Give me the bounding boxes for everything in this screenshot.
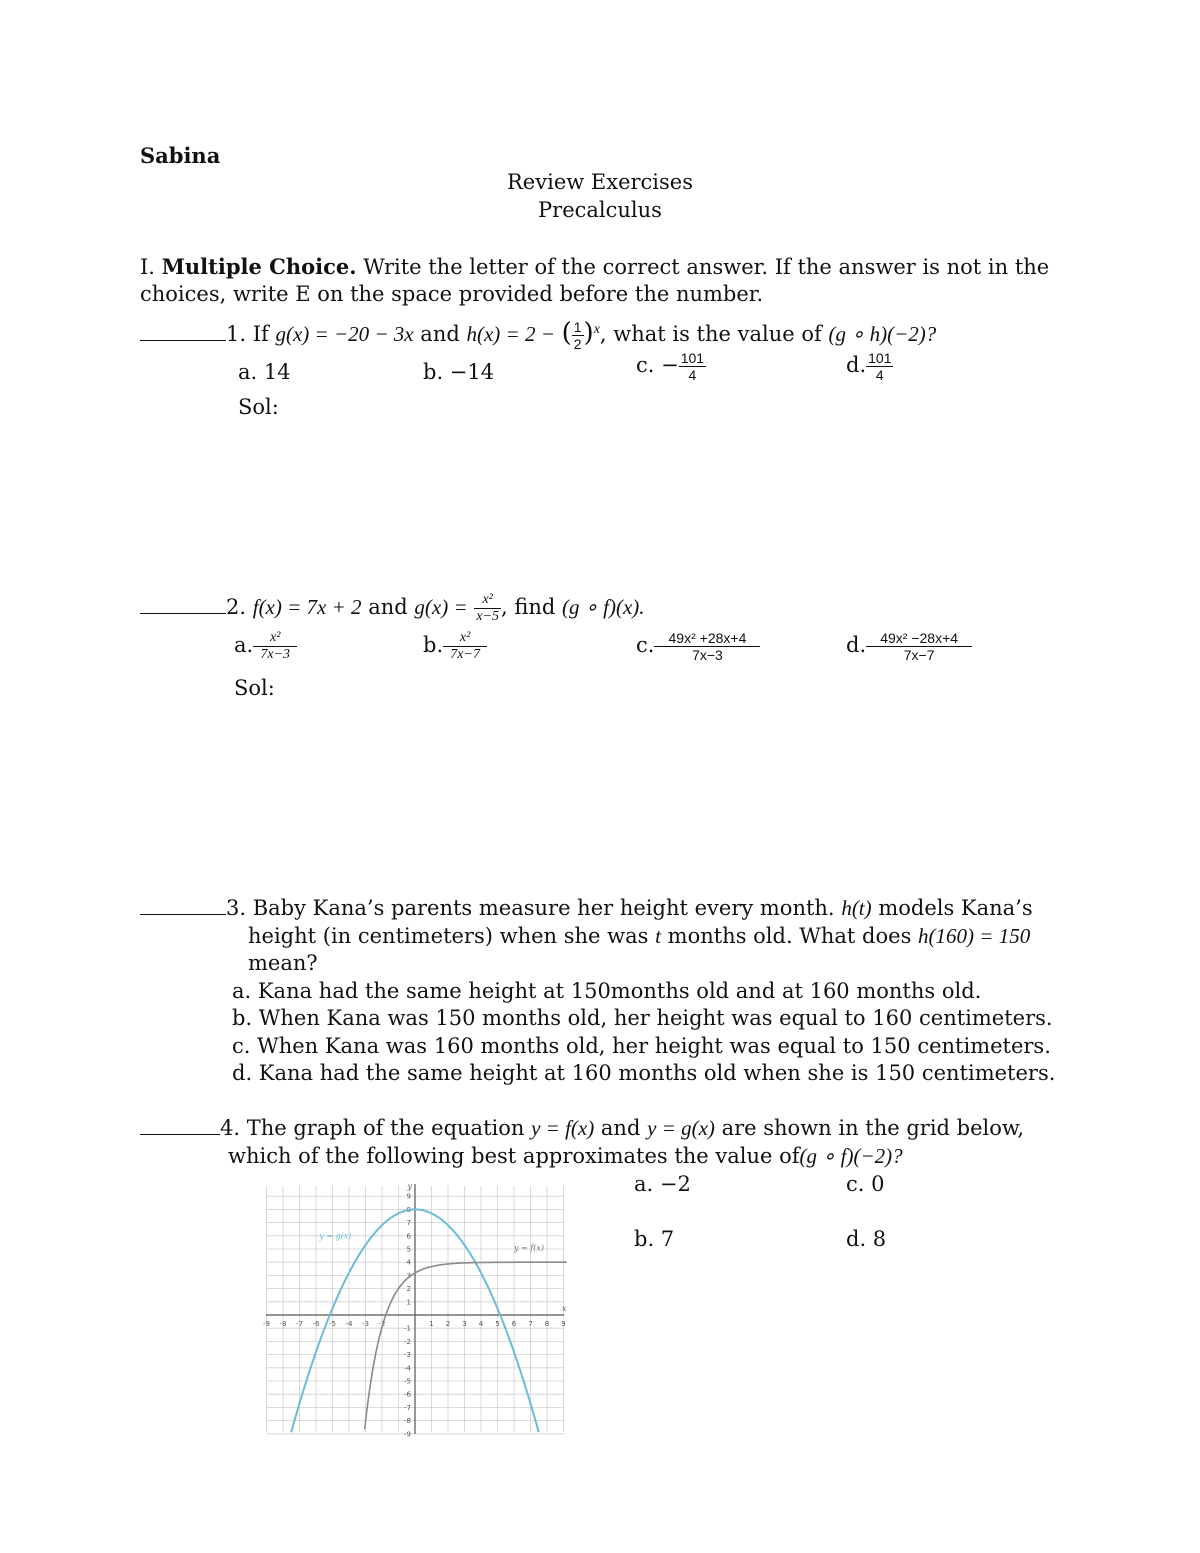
instructions-line1: Write the letter of the correct answer. If the answer is not in the bbox=[363, 255, 1050, 279]
section-instructions bbox=[140, 254, 1049, 279]
x-tick-label: 8 bbox=[544, 1320, 550, 1328]
y-tick-label: 4 bbox=[406, 1258, 411, 1267]
y-tick-label: 9 bbox=[406, 1192, 411, 1201]
q1-g-definition: g(x) = −20 − 3x bbox=[275, 322, 414, 346]
q2-choice-d-label: d. bbox=[846, 633, 867, 657]
y-tick-label: 1 bbox=[406, 1298, 411, 1307]
section-numeral: I. bbox=[140, 255, 155, 279]
function-graph bbox=[262, 1180, 568, 1438]
q3-line3: mean? bbox=[248, 951, 318, 975]
q4-line2 bbox=[228, 1144, 903, 1169]
q1-h-definition: h(x) = 2 − bbox=[466, 322, 555, 346]
answer-blank-2[interactable] bbox=[140, 609, 226, 614]
y-tick-label: -8 bbox=[404, 1417, 411, 1426]
x-tick-label: -8 bbox=[279, 1320, 287, 1328]
x-tick-label: -2 bbox=[378, 1320, 386, 1328]
q2-expression: (g ∘ f)(x). bbox=[562, 595, 645, 619]
question-1: 1. If g(x) = −20 − 3x and h(x) = 2 − ( $\frac{1}{2}$ )$^x$, what is the value of (g ∘ h)(−2)? bbox=[140, 318, 936, 352]
q3-line2 bbox=[248, 924, 1030, 949]
y-tick-label: 2 bbox=[406, 1285, 411, 1294]
q1-choice-d bbox=[846, 350, 893, 383]
q2-choice-a bbox=[234, 630, 297, 663]
q4-line1-b: are shown in the grid below, bbox=[721, 1116, 1025, 1140]
x-tick-label: 7 bbox=[528, 1320, 533, 1328]
q2-f-definition: f(x) = 7x + 2 bbox=[252, 595, 362, 619]
q3-line2-b: months old. What does bbox=[667, 924, 912, 948]
q2-choice-c-fraction: $\frac{\text{49x² +28x+4}}{7x-3}$ bbox=[654, 630, 760, 663]
q1-choice-d-label: d. bbox=[846, 353, 867, 377]
x-tick-label: 6 bbox=[511, 1320, 517, 1328]
q2-number: 2. bbox=[226, 595, 247, 619]
q1-choice-c-label: c. − bbox=[636, 353, 679, 377]
instructions-line2: choices, write E on the space provided before the number. bbox=[140, 282, 764, 306]
q2-choice-c bbox=[636, 630, 760, 663]
q2-g-fraction: $\frac{\text{x²}}{x-5}$ bbox=[476, 592, 500, 624]
q3-choice-a: a. Kana had the same height at 150months old and at 160 months old. bbox=[232, 979, 982, 1003]
x-tick-label: 4 bbox=[478, 1320, 484, 1328]
x-tick-label: 3 bbox=[462, 1320, 467, 1328]
q3-line1-function: h(t) bbox=[841, 896, 872, 920]
student-name: Sabina bbox=[140, 143, 221, 168]
q4-line1-a: 4. The graph of the equation bbox=[220, 1116, 525, 1140]
q2-choice-d-fraction: $\frac{\text{49x² −28x+4}}{7x-7}$ bbox=[866, 630, 972, 663]
q3-line2-expression: h(160) = 150 bbox=[918, 924, 1031, 948]
q3-line2-variable: t bbox=[655, 924, 661, 948]
y-tick-label: 3 bbox=[406, 1271, 411, 1280]
x-tick-label: 1 bbox=[429, 1320, 434, 1328]
q2-choice-a-label: a. bbox=[234, 633, 254, 657]
x-tick-label: -5 bbox=[329, 1320, 336, 1328]
y-tick-label: -6 bbox=[404, 1390, 411, 1399]
page-title: Review Exercises bbox=[507, 170, 693, 194]
y-tick-label: -9 bbox=[404, 1430, 411, 1438]
section-heading: Multiple Choice. bbox=[161, 254, 357, 279]
x-tick-label: -4 bbox=[345, 1320, 353, 1328]
question-2 bbox=[140, 592, 645, 625]
y-tick-label: 7 bbox=[406, 1219, 411, 1228]
y-tick-label: -5 bbox=[404, 1377, 411, 1386]
q4-line1-and: and bbox=[600, 1116, 641, 1140]
q2-choice-c-label: c. bbox=[636, 633, 655, 657]
f-curve-label: y = f(x) bbox=[514, 1243, 545, 1253]
answer-blank-4[interactable] bbox=[140, 1130, 220, 1135]
answer-blank-1[interactable] bbox=[140, 336, 226, 341]
q2-tail: , find bbox=[501, 595, 556, 619]
q2-choice-b-label: b. bbox=[423, 633, 444, 657]
q4-line2-expression: (g ∘ f)(−2)? bbox=[799, 1144, 903, 1168]
q2-g-definition: g(x) = bbox=[414, 595, 468, 619]
graph-svg bbox=[262, 1180, 568, 1438]
q1-choice-a: a. 14 bbox=[238, 360, 291, 384]
q1-choice-c-fraction: $\frac{101}{4}$ bbox=[680, 350, 705, 383]
x-axis-label: x bbox=[562, 1304, 567, 1313]
answer-blank-3[interactable] bbox=[140, 910, 226, 915]
q4-choice-d: d. 8 bbox=[846, 1227, 887, 1251]
question-4 bbox=[140, 1116, 1024, 1141]
q3-choice-b: b. When Kana was 150 months old, her height was equal to 160 centimeters. bbox=[232, 1006, 1053, 1030]
q4-choice-b: b. 7 bbox=[634, 1227, 675, 1251]
y-axis-label: y bbox=[407, 1182, 412, 1191]
x-tick-label: -6 bbox=[312, 1320, 320, 1328]
q2-solution-label: Sol: bbox=[234, 676, 275, 700]
q1-expression: (g ∘ h)(−2)? bbox=[828, 322, 937, 346]
y-tick-label: -2 bbox=[404, 1337, 411, 1346]
q4-choice-c: c. 0 bbox=[846, 1172, 885, 1196]
q4-line1-f: y = f(x) bbox=[531, 1116, 595, 1140]
x-tick-label: 9 bbox=[561, 1320, 566, 1328]
y-tick-label: 5 bbox=[406, 1245, 411, 1254]
q2-choice-b bbox=[423, 630, 487, 663]
q3-line2-a: height (in centimeters) when she was bbox=[248, 924, 649, 948]
x-tick-label: 5 bbox=[495, 1320, 500, 1328]
q3-line1-b: models Kana’s bbox=[878, 896, 1033, 920]
x-tick-label: 2 bbox=[445, 1320, 451, 1328]
q2-choice-b-fraction: $\frac{\text{x²}}{7x-7}$ bbox=[443, 630, 487, 663]
q3-choice-c: c. When Kana was 160 months old, her height was equal to 150 centimeters. bbox=[232, 1034, 1051, 1058]
x-tick-label: -9 bbox=[263, 1320, 270, 1328]
q3-line1-a: 3. Baby Kana’s parents measure her height every month. bbox=[226, 896, 835, 920]
q1-half-fraction: $\frac{1}{2}$ bbox=[573, 319, 582, 352]
q2-and: and bbox=[368, 595, 408, 619]
y-tick-label: 6 bbox=[406, 1232, 411, 1241]
x-tick-label: -7 bbox=[296, 1320, 303, 1328]
x-tick-label: -3 bbox=[362, 1320, 369, 1328]
q2-choice-d bbox=[846, 630, 972, 663]
y-tick-label: -4 bbox=[404, 1364, 411, 1373]
q1-tail: , what is the value of bbox=[599, 322, 822, 346]
y-tick-label: -1 bbox=[404, 1324, 411, 1333]
q4-choice-a: a. −2 bbox=[634, 1172, 691, 1196]
q1-exponent: x bbox=[593, 322, 600, 337]
q3-choice-d: d. Kana had the same height at 160 months old when she is 150 centimeters. bbox=[232, 1061, 1056, 1085]
y-tick-label: -7 bbox=[404, 1403, 411, 1412]
f-curve bbox=[365, 1262, 567, 1429]
q1-choice-d-fraction: $\frac{101}{4}$ bbox=[868, 350, 892, 383]
q1-number: 1. If bbox=[226, 322, 269, 346]
q4-line2-a: which of the following best approximates the value of bbox=[228, 1144, 800, 1168]
q1-half-group: ( bbox=[561, 318, 572, 348]
question-3 bbox=[140, 896, 1033, 921]
y-tick-label: 8 bbox=[406, 1205, 411, 1214]
page-subtitle: Precalculus bbox=[538, 198, 662, 222]
q2-choice-a-fraction: $\frac{\text{x²}}{7x-3}$ bbox=[253, 630, 297, 663]
q1-solution-label: Sol: bbox=[238, 395, 279, 419]
q1-choice-b: b. −14 bbox=[423, 360, 495, 384]
q1-choice-c bbox=[636, 350, 706, 383]
g-curve-label: y = g(x) bbox=[319, 1231, 352, 1241]
q1-and: and bbox=[420, 322, 460, 346]
q4-line1-g: y = g(x) bbox=[647, 1116, 715, 1140]
y-tick-label: -3 bbox=[404, 1351, 411, 1360]
